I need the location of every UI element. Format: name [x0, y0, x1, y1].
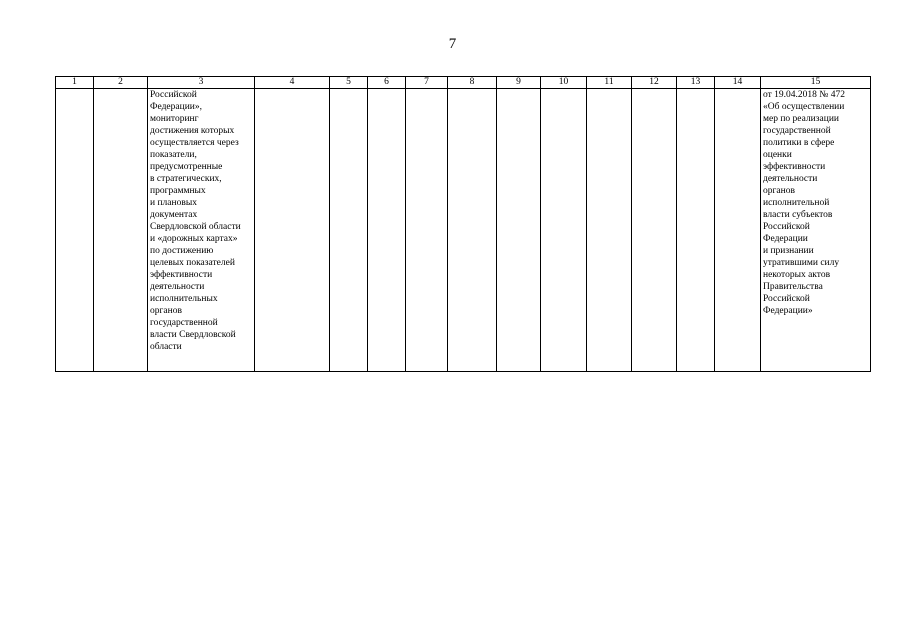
column-header-3: 3: [148, 77, 255, 89]
cell-col-5: [330, 89, 368, 372]
cell-col-15: от 19.04.2018 № 472 «Об осуществлении мер по реализации государственной политики в сфере оценки эффективности деятельности органов исполнительной власти субъектов Российской Федерации и признании утратившими силу некоторых актов Правительства Российской Федерации»: [761, 89, 871, 372]
column-header-2: 2: [94, 77, 148, 89]
column-header-11: 11: [587, 77, 632, 89]
cell-col-12: [632, 89, 677, 372]
cell-col-7: [406, 89, 448, 372]
cell-col-3: Российской Федерации», мониторинг достижения которых осуществляется через показатели, предусмотренные в стратегических, программных и плановых документах Свердловской области и «дорожных картах» по достижению целевых показателей эффективности деятельности исполнительных органов государственной власти Свердловской области: [148, 89, 255, 372]
cell-col-4: [255, 89, 330, 372]
column-header-15: 15: [761, 77, 871, 89]
cell-col-6: [368, 89, 406, 372]
cell-col-10: [541, 89, 587, 372]
document-table: [55, 76, 871, 372]
column-header-14: 14: [715, 77, 761, 89]
column-header-1: 1: [56, 77, 94, 89]
column-header-9: 9: [497, 77, 541, 89]
table-header-row: [56, 77, 871, 89]
cell-col-8: [448, 89, 497, 372]
page-number: 7: [448, 36, 457, 52]
column-header-10: 10: [541, 77, 587, 89]
table-row: [56, 89, 871, 372]
column-header-4: 4: [255, 77, 330, 89]
cell-col-11: [587, 89, 632, 372]
cell-col-1: [56, 89, 94, 372]
cell-col-13: [677, 89, 715, 372]
column-header-12: 12: [632, 77, 677, 89]
column-header-7: 7: [406, 77, 448, 89]
cell-col-2: [94, 89, 148, 372]
column-header-5: 5: [330, 77, 368, 89]
cell-col-14: [715, 89, 761, 372]
column-header-6: 6: [368, 77, 406, 89]
column-header-13: 13: [677, 77, 715, 89]
column-header-8: 8: [448, 77, 497, 89]
cell-col-9: [497, 89, 541, 372]
